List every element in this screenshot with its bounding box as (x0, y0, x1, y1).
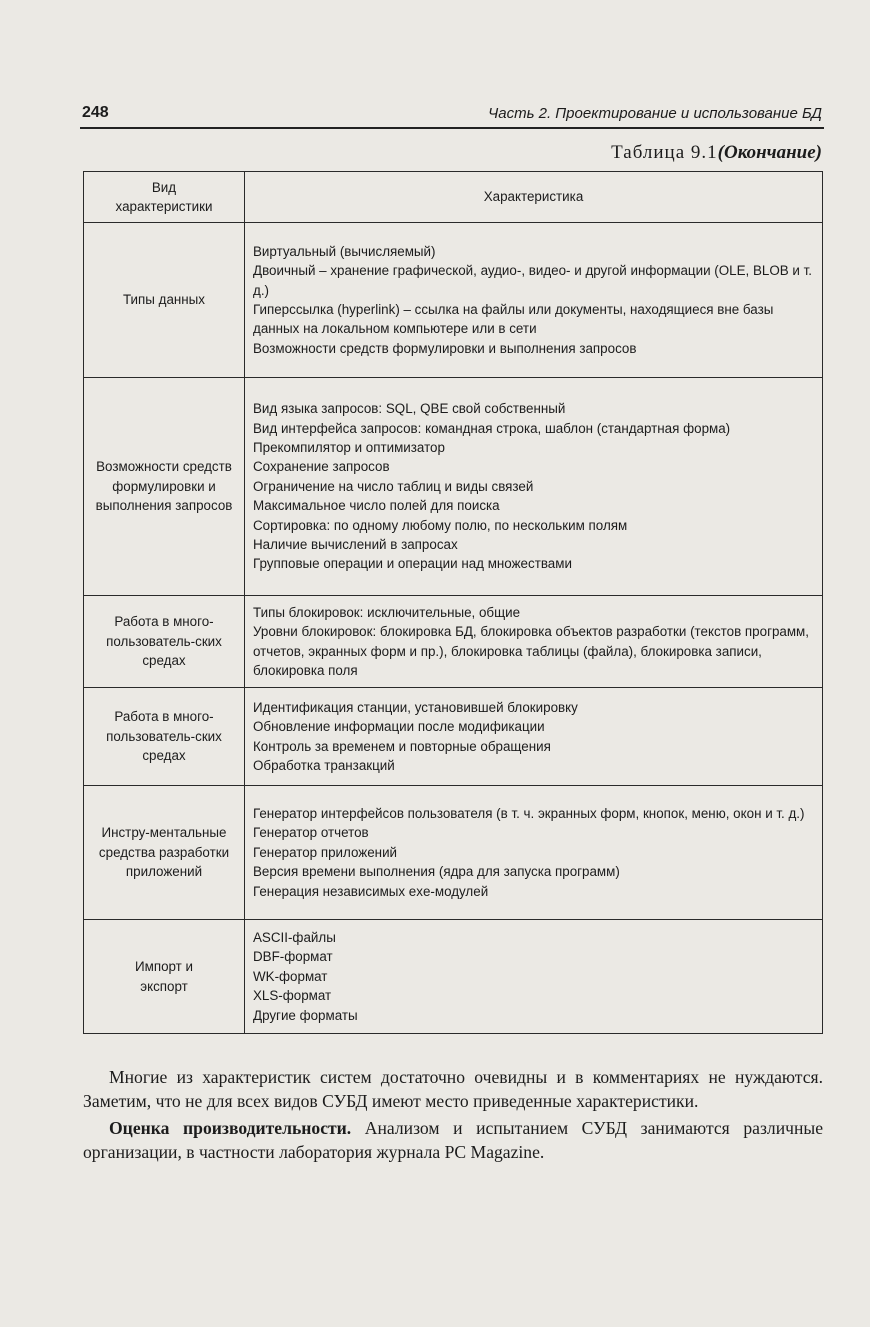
category-cell: Работа в много-пользователь-ских средах (84, 688, 245, 786)
category-cell: Импорт и экспорт (84, 920, 245, 1034)
category-cell: Возможности средств формулировки и выполнения запросов (84, 378, 245, 596)
list-item: Наличие вычислений в запросах (253, 537, 458, 553)
list-item: ASCII-файлы (253, 929, 336, 945)
category-cell: Типы данных (84, 223, 245, 378)
list-item: Вид языка запросов: SQL, QBE свой собственный (253, 401, 566, 417)
list-item: Генератор приложений (253, 844, 398, 860)
list-item: Уровни блокировок: блокировка БД, блокировка объектов разработки (текстов программ, отчетов, экранных форм и пр.), блокировка таблицы (файла), блокировка записи, блокировка поля (253, 624, 809, 678)
list-item: Виртуальный (вычисляемый) (253, 243, 436, 259)
list-item: Прекомпилятор и оптимизатор (253, 439, 445, 455)
list-item: Обновление информации после модификации (253, 719, 545, 735)
list-item: Максимальное число полей для поиска (253, 498, 500, 514)
paragraph-heading: Оценка производительности. (109, 1118, 352, 1138)
list-item: Вид интерфейса запросов: командная строка, шаблон (стандартная форма) (253, 420, 731, 436)
page-number: 248 (82, 104, 109, 121)
items-cell (245, 688, 823, 786)
table-caption-suffix: (Окончание) (717, 142, 822, 163)
list-item: Двоичный – хранение графической, аудио-, видео- и другой информации (OLE, BLOB и т. д.) (253, 263, 812, 298)
list-item: Групповые операции и операции над множествами (253, 556, 572, 572)
table-caption-label: Таблица 9.1 (611, 142, 718, 163)
list-item: Гиперссылка (hyperlink) – ссылка на файлы или документы, находящиеся вне базы данных на локальном компьютере или в сети (253, 302, 774, 337)
paragraph: Многие из характеристик систем достаточно очевидны и в комментариях не нуждаются. Заметим, что не для всех видов СУБД имеют место приведенные характеристики. (83, 1067, 823, 1111)
items-cell (245, 378, 823, 596)
list-item: Генератор отчетов (253, 825, 369, 841)
items-cell (245, 786, 823, 920)
list-item: WK-формат (253, 968, 328, 984)
list-item: Версия времени выполнения (ядра для запуска программ) (253, 864, 620, 880)
list-item: Сортировка: по одному любому полю, по нескольким полям (253, 517, 628, 533)
table-row (84, 786, 823, 920)
category-cell: Работа в много-пользователь-ских средах (84, 596, 245, 688)
paragraph (83, 1117, 823, 1164)
page-header (80, 101, 824, 129)
table-row (84, 378, 823, 596)
list-item: Генерация независимых exe-модулей (253, 883, 489, 899)
body-text (83, 1066, 823, 1164)
list-item: Обработка транзакций (253, 757, 395, 773)
table-header-row (84, 172, 823, 223)
table-caption (611, 142, 822, 164)
running-title: Часть 2. Проектирование и использование БД (488, 105, 822, 122)
list-item: Сохранение запросов (253, 459, 390, 475)
list-item: Типы блокировок: исключительные, общие (253, 604, 521, 620)
list-item: Ограничение на число таблиц и виды связей (253, 478, 534, 494)
items-cell (245, 920, 823, 1034)
paragraph-text: Анализом и испытанием СУБД занимаются различные организации, в частности лаборатория журнала PC Magazine. (83, 1118, 824, 1162)
table-row (84, 688, 823, 786)
column-header-characteristic: Характеристика (245, 172, 823, 223)
list-item: Другие форматы (253, 1007, 358, 1023)
column-header-type: Вид характеристики (84, 172, 245, 223)
table-row (84, 920, 823, 1034)
items-cell (245, 596, 823, 688)
list-item: Идентификация станции, установившей блокировку (253, 699, 578, 715)
list-item: Генератор интерфейсов пользователя (в т. ч. экранных форм, кнопок, меню, окон и т. д.) (253, 805, 805, 821)
category-cell: Инстру-ментальные средства разработки приложений (84, 786, 245, 920)
list-item: Возможности средств формулировки и выполнения запросов (253, 340, 637, 356)
list-item: Контроль за временем и повторные обращения (253, 738, 551, 754)
list-item: XLS-формат (253, 988, 332, 1004)
table-row (84, 596, 823, 688)
characteristics-table (83, 171, 823, 1034)
list-item: DBF-формат (253, 949, 333, 965)
table-row (84, 223, 823, 378)
items-cell (245, 223, 823, 378)
